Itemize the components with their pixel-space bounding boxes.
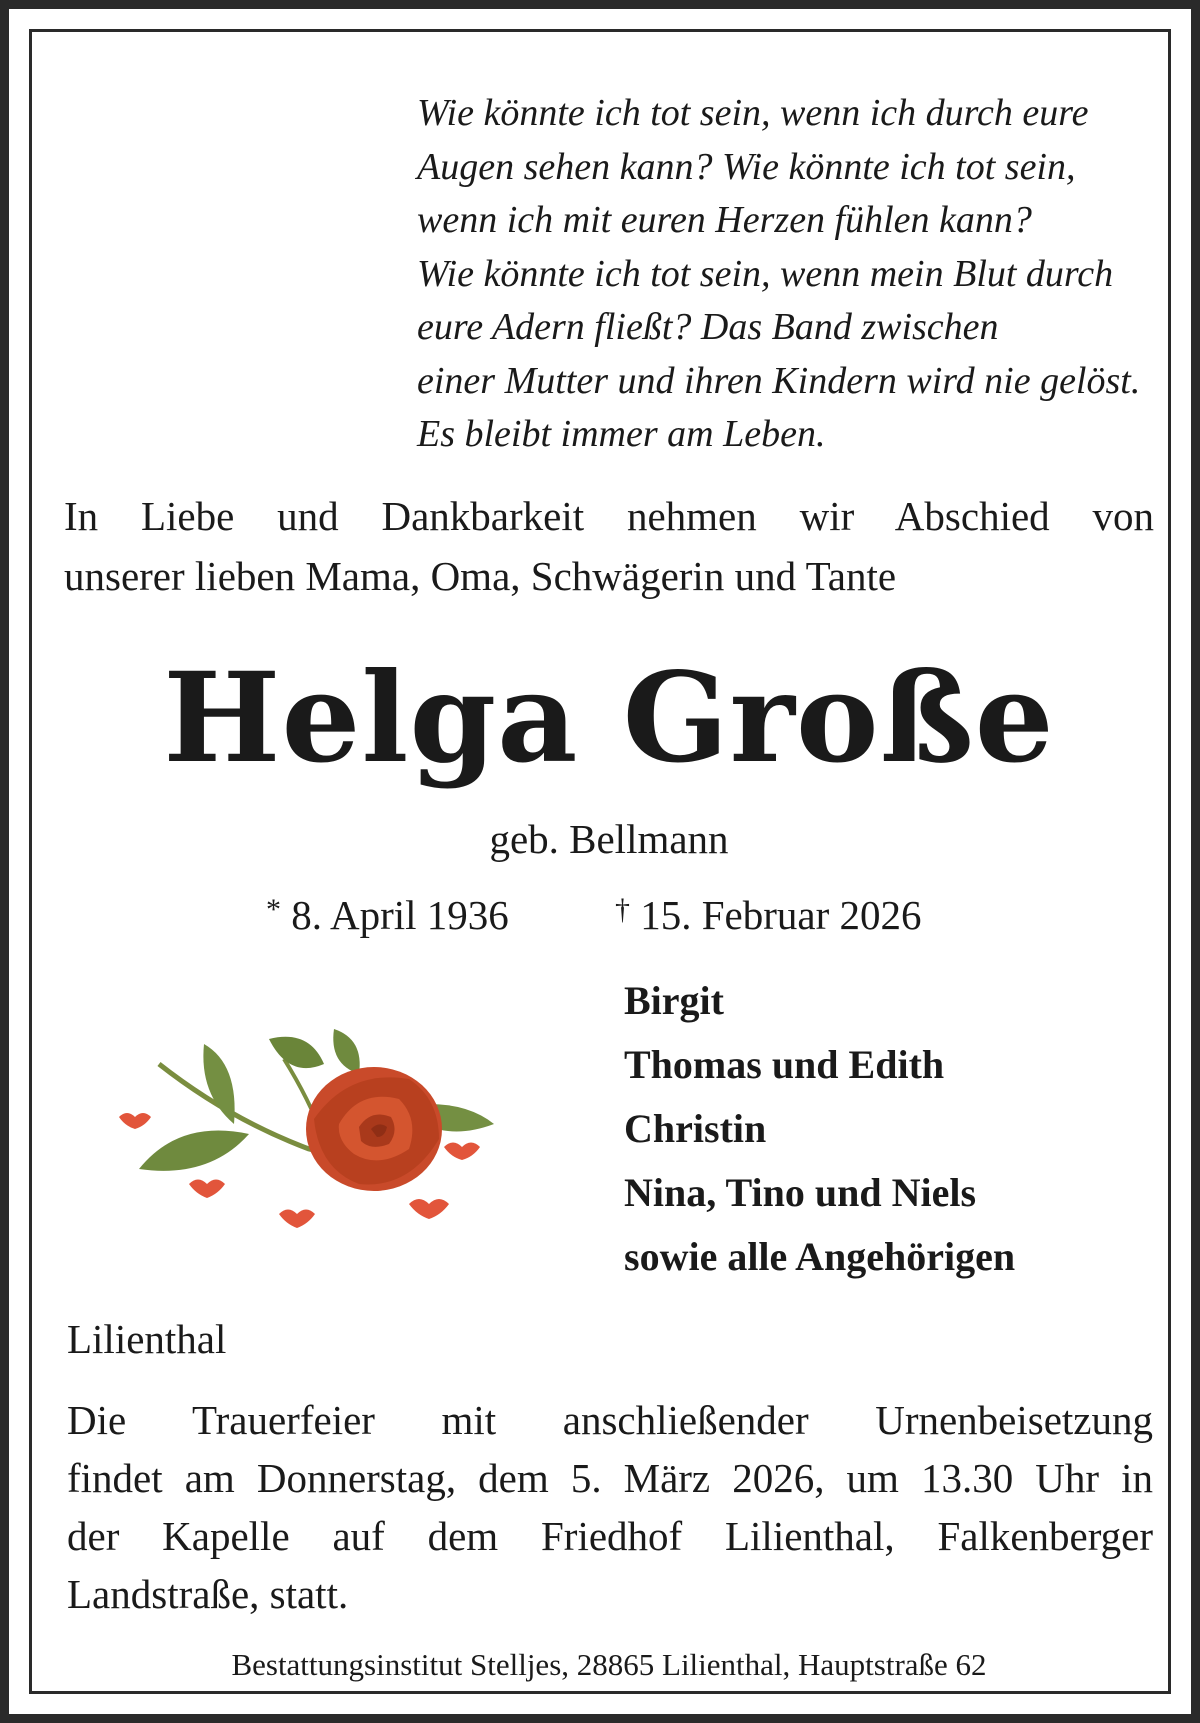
mourner-name: Nina, Tino und Niels (624, 1170, 977, 1215)
service-line: Landstraße, statt. (67, 1571, 349, 1617)
mourner-name: Thomas und Edith (624, 1042, 945, 1087)
poem (417, 87, 1177, 462)
life-dates (9, 883, 1200, 937)
mourner-name: Christin (624, 1106, 767, 1151)
maiden-name: geb. Bellmann (489, 816, 729, 862)
service-info (67, 1391, 1153, 1623)
poem-line: Wie könnte ich tot sein, wenn mein Blut durch (417, 252, 1114, 295)
birth-symbol: * (266, 893, 281, 926)
service-line: findet am Donnerstag, dem 5. März 2026, um 13.30 Uhr in (67, 1455, 1153, 1501)
death-date: 15. Februar 2026 (640, 892, 922, 938)
birth-date: 8. April 1936 (291, 892, 509, 938)
poem-line: Es bleibt immer am Leben. (417, 413, 826, 455)
intro-line: unserer lieben Mama, Oma, Schwägerin und Tante (64, 553, 897, 599)
poem-line: Augen sehen kann? Wie könnte ich tot sein, (417, 145, 1076, 188)
death-date-group (615, 883, 922, 942)
intro-text (64, 486, 1154, 606)
poem-line: Wie könnte ich tot sein, wenn ich durch eure (417, 92, 1089, 134)
funeral-home-footer: Bestattungsinstitut Stelljes, 28865 Lilienthal, Hauptstraße 62 (231, 1647, 987, 1682)
service-line: Die Trauerfeier mit anschließender Urnenbeisetzung (67, 1397, 1153, 1443)
poem-line: einer Mutter und ihren Kindern wird nie gelöst. (417, 359, 1141, 402)
intro-line: In Liebe und Dankbarkeit nehmen wir Abschied von (64, 493, 1154, 539)
mourner-name: Birgit (624, 978, 724, 1023)
deceased-name: Helga Große (163, 646, 1055, 791)
death-symbol: † (615, 893, 630, 926)
service-line: der Kapelle auf dem Friedhof Lilienthal, Falkenberger (67, 1513, 1153, 1559)
red-rose-with-heart-petals-icon (109, 1009, 509, 1249)
birth-date-group (266, 883, 509, 942)
mourners-list (624, 969, 1184, 1289)
poem-line: wenn ich mit euren Herzen fühlen kann? (417, 199, 1032, 241)
mourner-name: sowie alle Angehörigen (624, 1234, 1016, 1279)
poem-line: eure Adern fließt? Das Band zwischen (417, 306, 999, 348)
place: Lilienthal (67, 1316, 227, 1362)
